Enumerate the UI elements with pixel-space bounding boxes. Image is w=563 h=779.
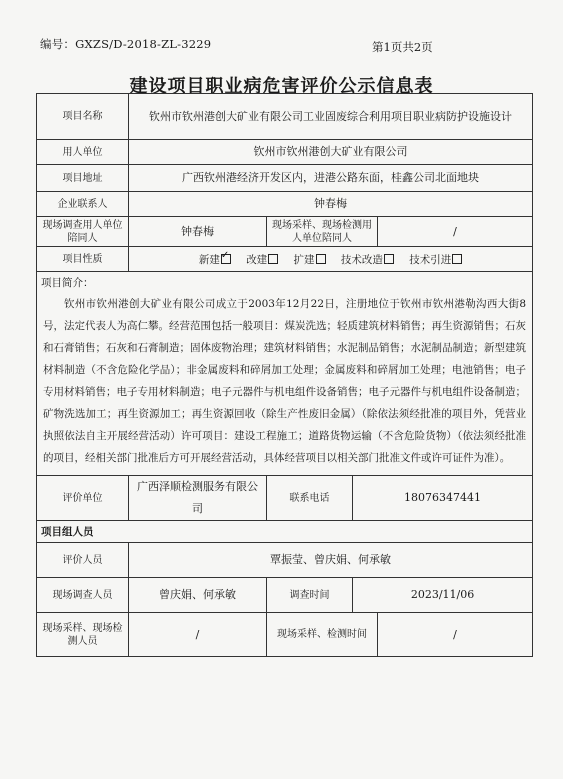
survey-staff-label: 现场调查人员 bbox=[37, 578, 129, 613]
nature-option-label: 改建 bbox=[246, 253, 268, 266]
sampling-time-label: 现场采样、检测时间 bbox=[267, 613, 378, 657]
table-row bbox=[37, 476, 533, 521]
page-title: 建设项目职业病危害评价公示信息表 bbox=[129, 76, 434, 97]
eval-unit-label: 评价单位 bbox=[37, 476, 129, 521]
nature-label: 项目性质 bbox=[37, 247, 129, 272]
checkbox-checked-icon bbox=[221, 254, 231, 264]
survey-time-label: 调查时间 bbox=[267, 578, 353, 613]
table-row bbox=[37, 217, 533, 247]
intro-text: 钦州市钦州港创大矿业有限公司成立于2003年12月22日，注册地位于钦州市钦州港勒沟西大街8号，法定代表人为高仁攀。经营范围包括一般项目：煤炭洗选；轻质建筑材料销售；再生资源销售；石灰和石膏销售；石灰和石膏制造；固体废物治理；建筑材料销售；水泥制品销售；水泥制品制造；新型建筑材料制造（不含危险化学品）；非金属废料和碎屑加工处理；金属废料和碎屑加工处理；电池销售；电子专用材料销售；电子专用材料制造；电子元器件与机电组件设备销售；电子元器件与机电组件设备制造；矿物洗选加工；再生资源加工；再生资源回收（除生产性废旧金属）（除依法须经批准的项目外，凭营业执照依法自主开展经营活动）许可项目：建设工程施工；道路货物运输（不含危险货物）（依法须经批准的项目，经相关部门批准后方可开展经营活动，具体经营项目以相关部门批准文件或许可证件为准）。 bbox=[43, 298, 527, 464]
nature-option-label: 扩建 bbox=[293, 253, 315, 266]
nature-options bbox=[129, 247, 533, 272]
project-name-value: 钦州市钦州港创大矿业有限公司工业固废综合利用项目职业病防护设施设计 bbox=[129, 94, 533, 140]
nature-option-tech-reform[interactable] bbox=[341, 254, 394, 266]
table-row bbox=[37, 272, 533, 476]
nature-option-tech-import[interactable] bbox=[409, 254, 462, 266]
checkbox-empty-icon bbox=[384, 254, 394, 264]
table-row bbox=[37, 94, 533, 140]
sampling-staff-value: / bbox=[129, 613, 267, 657]
document-number: 编号：GXZS/D-2018-ZL-3229 bbox=[40, 37, 212, 51]
phone-value: 18076347441 bbox=[353, 476, 533, 521]
nature-option-label: 新建 bbox=[198, 253, 220, 266]
sampling-staff-label: 现场采样、现场检测人员 bbox=[37, 613, 129, 657]
team-label: 项目组人员 bbox=[37, 521, 533, 543]
intro-label: 项目简介： bbox=[41, 277, 94, 289]
survey-time-value: 2023/11/06 bbox=[353, 578, 533, 613]
sampling-escort-value: / bbox=[378, 217, 533, 247]
table-row bbox=[37, 165, 533, 192]
nature-option-label: 技术引进 bbox=[409, 253, 452, 266]
nature-option-new[interactable] bbox=[199, 254, 231, 266]
evaluators-label: 评价人员 bbox=[37, 543, 129, 578]
table-row bbox=[37, 543, 533, 578]
project-name-label: 项目名称 bbox=[37, 94, 129, 140]
sampling-escort-label: 现场采样、现场检测用人单位陪同人 bbox=[267, 217, 378, 247]
address-label: 项目地址 bbox=[37, 165, 129, 192]
eval-unit-value: 广西泽顺检测服务有限公司 bbox=[129, 476, 267, 521]
table-row bbox=[37, 521, 533, 543]
table-row bbox=[37, 613, 533, 657]
nature-option-rebuild[interactable] bbox=[246, 254, 278, 266]
survey-escort-label: 现场调查用人单位陪同人 bbox=[37, 217, 129, 247]
table-row bbox=[37, 578, 533, 613]
nature-option-expand[interactable] bbox=[294, 254, 326, 266]
employer-value: 钦州市钦州港创大矿业有限公司 bbox=[129, 140, 533, 165]
table-row bbox=[37, 140, 533, 165]
survey-staff-value: 曾庆娟、何承敏 bbox=[129, 578, 267, 613]
table-row bbox=[37, 192, 533, 217]
phone-label: 联系电话 bbox=[267, 476, 353, 521]
survey-escort-value: 钟春梅 bbox=[129, 217, 267, 247]
checkbox-empty-icon bbox=[268, 254, 278, 264]
page-info: 第1页共2页 bbox=[372, 40, 433, 54]
checkbox-empty-icon bbox=[316, 254, 326, 264]
checkbox-empty-icon bbox=[452, 254, 462, 264]
evaluators-value: 覃振莹、曾庆娟、何承敏 bbox=[129, 543, 533, 578]
address-value: 广西钦州港经济开发区内，进港公路东面，桂鑫公司北面地块 bbox=[129, 165, 533, 192]
table-row bbox=[37, 247, 533, 272]
intro-cell bbox=[37, 272, 533, 476]
contact-label: 企业联系人 bbox=[37, 192, 129, 217]
nature-option-label: 技术改造 bbox=[340, 253, 383, 266]
contact-value: 钟春梅 bbox=[129, 192, 533, 217]
sampling-time-value: / bbox=[378, 613, 533, 657]
info-table bbox=[36, 93, 533, 657]
employer-label: 用人单位 bbox=[37, 140, 129, 165]
